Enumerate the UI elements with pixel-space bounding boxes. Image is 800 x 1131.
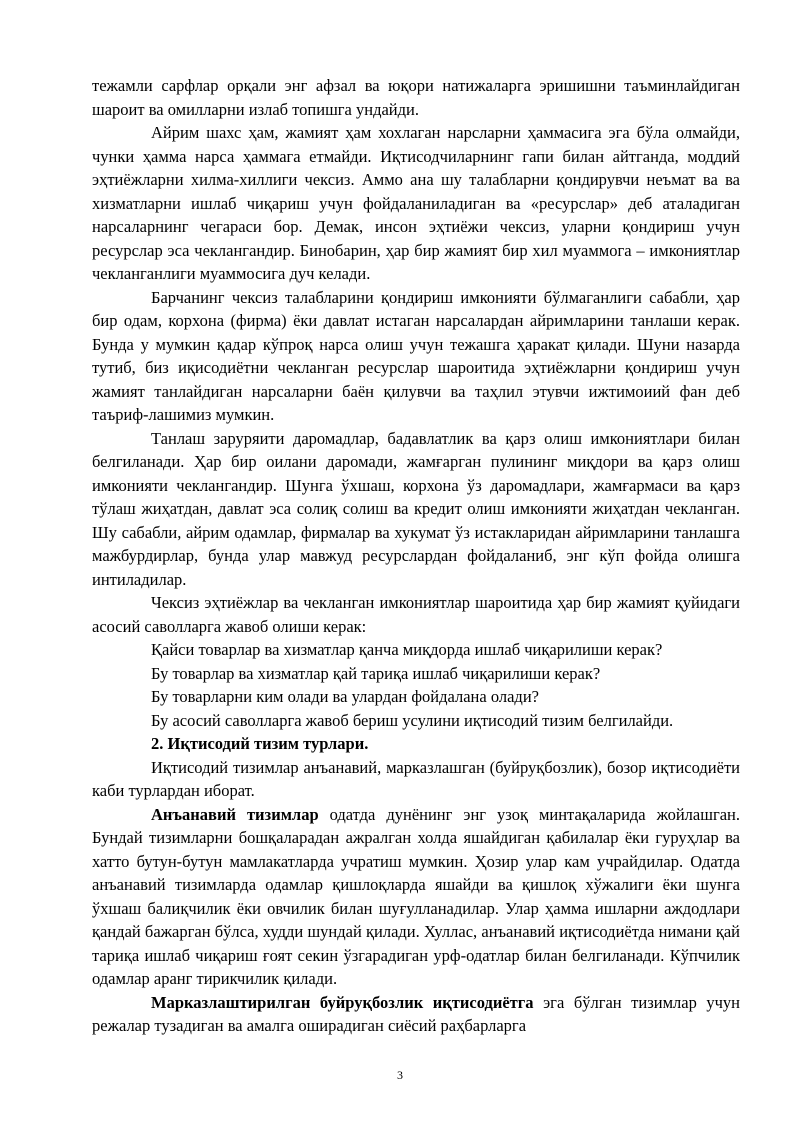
paragraph-4: Танлаш заруряити даромадлар, бадавлатлик ва қарз олиш имкониятлари билан белгиланади. Ҳар бир оилани даромади, жамғарган пулининг миқдори ва қарз олиш имконияти чеклангандир. Шунга ўхшаш, корхона ўз даромадлари, жамғармаси ва қарз тўлаш жиҳатдан, давлат эса солиқ солиш ва кредит олиш имконияти жиҳатдан чекланган. Шу сабабли, айрим одамлар, фирмалар ва хукумат ўз истакларидан айримларини танлашга мажбурдирлар, бунда улар мавжуд ресурслардан фойдаланиб, энг кўп фойда олишга интиладилар. [92,428,740,589]
section-heading: 2. Иқтисодий тизим турлари. [151,734,369,753]
question-1: Қайси товарлар ва хизматлар қанча миқдорда ишлаб чиқарилиши керак? [151,640,663,659]
paragraph-9-text: эга бўлган тизимлар учун режалар тузадиган ва амалга оширадиган сиёсий раҳбарларга [92,992,740,1035]
paragraph-9 [92,991,740,1038]
centralized-economy-term: Марказлаштирилган буйруқбозлик иқтисодиётга [151,992,534,1012]
paragraph-7 [92,756,740,803]
paragraph-8-text: одатда дунёнинг энг узоқ минтақаларида жойлашган. Бундай тизимларни бошқаларадан ажралган холда яшайдиган қабилалар ёки гуруҳлар ва хатто бутун-бутун мамлакатларда учратиш мумкин. Ҳозир улар кам учрайдилар. Одатда анъанавий тизимларда одамлар қишлоқларда яшайди ва қишлоқ хўжалиги ёки шунга ўхшаш балиқчилик ёки овчилик билан шуғулланадилар. Улар ҳамма ишларни аждодлари қандай бажарган бўлса, худди шундай қилади. Хуллас, анъанавий иқтисодиётда нимани қай тариқа ишлаб чиқариш ғоят секин ўзгарадиган урф-одатлар билан белгиланади. Кўпчилик одамлар аранг тирикчилик қилади. [92,804,740,988]
paragraph-5: Чексиз эҳтиёжлар ва чекланган имкониятлар шароитида ҳар бир жамият қуйидаги асосий саволларга жавоб олиши керак: [92,593,740,636]
paragraph-1: тежамли сарфлар орқали энг афзал ва юқори натижаларга эришишни таъминлайдиган шароит ва омилларни излаб топишга ундайди. [92,76,740,119]
traditional-systems-term: Анъанавий тизимлар [151,804,319,824]
paragraph-7-text: Иқтисодий тизимлар анъанавий, марказлашган (буйруқбозлик), бозор иқтисодиёти каби турлардан иборат. [92,757,740,800]
paragraph-6: Бу асосий саволларга жавоб бериш усулини иқтисодий тизим белгилайди. [151,710,674,730]
question-3: Бу товарларни ким олади ва улардан фойдалана олади? [151,687,539,706]
document-page [92,74,740,1038]
paragraph-3: Барчанинг чексиз талабларини қондириш имконияти бўлмаганлиги сабабли, ҳар бир одам, корхона (фирма) ёки давлат истаган нарсалардан айримларини танлаши керак. Бунда у мумкин қадар кўпроқ нарса олиш учун тежашга ҳаракат қилади. Шуни назарда тутиб, биз иқисодиётни чекланган ресурслар шароитида эҳтиёжларни қондириш учун жамият танлайдиган нарсаларни баён қилувчи ва таҳлил этувчи ижтимоиий фан деб таъриф-лашимиз мумкин. [92,287,740,424]
question-2: Бу товарлар ва хизматлар қай тариқа ишлаб чиқарилиши керак? [151,663,601,683]
page-number: 3 [397,1068,403,1082]
paragraph-2: Айрим шахс ҳам, жамият ҳам хохлаган нарсларни ҳаммасига эга бўла олмайди, чунки ҳамма нарса ҳаммага етмайди. Иқтисодчиларнинг гапи билан айтганда, моддий эҳтиёжларни хилма-хиллиги чексиз. Аммо ана шу талабларни қондирувчи неъмат ва ва хизматларни ишлаб чиқариш учун фойдаланиладиган ва «ресурслар» деб аталадиган нарсаларнинг чегараси бор. Демак, инсон эҳтиёжи чексиз, уларни қондириш учун ресурслар эса чеклангандир. Бинобарин, ҳар бир жамият бир хил муаммога – имкониятлар чекланганлиги муаммосига дуч келади. [92,123,740,283]
paragraph-8 [92,803,740,991]
